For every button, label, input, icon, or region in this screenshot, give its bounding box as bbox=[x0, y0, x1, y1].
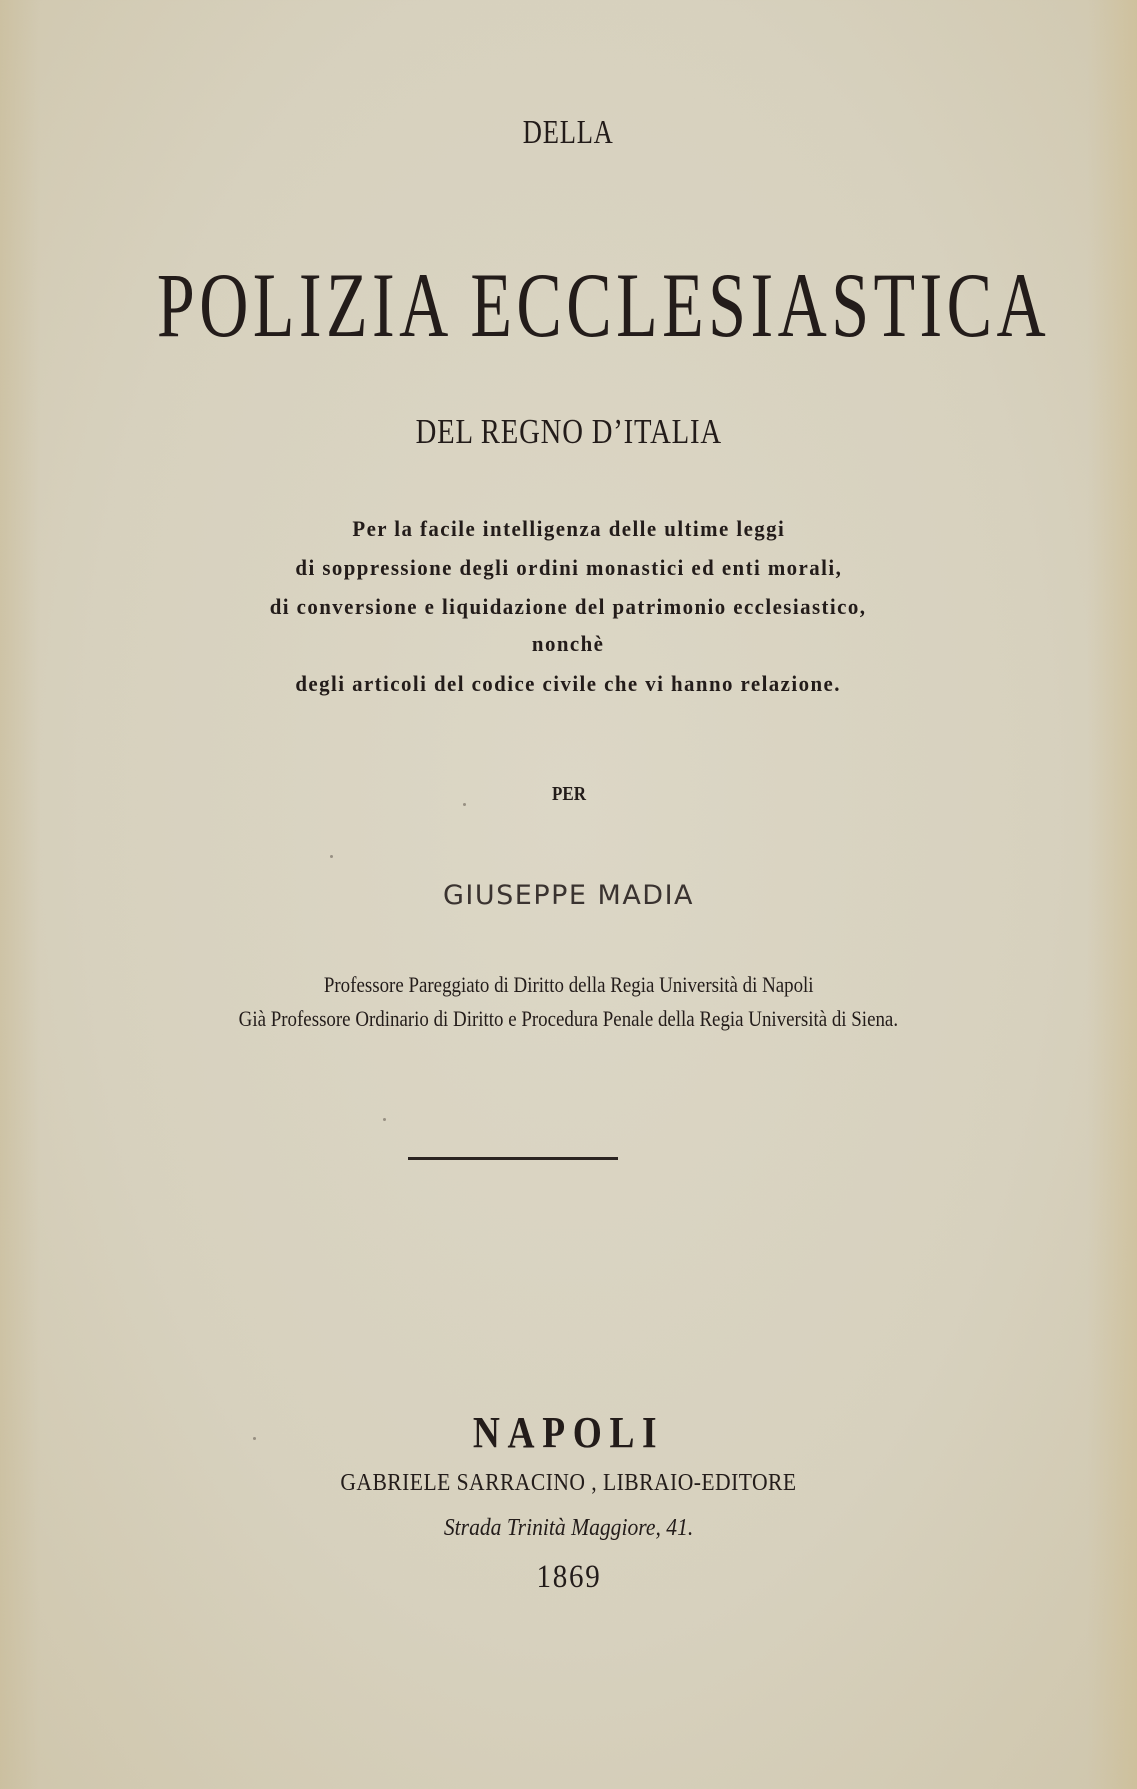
affiliation-line-2: Già Professore Ordinario di Diritto e Procedura Penale della Regia Università di Siena. bbox=[238, 1006, 899, 1031]
imprint-city: NAPOLI bbox=[472, 1408, 665, 1457]
paper-speck bbox=[330, 855, 333, 858]
description-line-3: di conversione e liquidazione del patrimonio ecclesiastico, bbox=[270, 594, 867, 619]
pre-title: DELLA bbox=[523, 114, 614, 151]
paper-speck bbox=[253, 1437, 256, 1440]
description-line-4: nonchè bbox=[532, 631, 605, 656]
by-label: PER bbox=[551, 783, 586, 805]
imprint-publisher: GABRIELE SARRACINO , LIBRAIO-EDITORE bbox=[340, 1470, 797, 1496]
description-line-2: di soppressione degli ordini monastici ed enti morali, bbox=[295, 555, 842, 580]
divider-rule bbox=[408, 1157, 618, 1160]
imprint-year: 1869 bbox=[535, 1559, 602, 1595]
main-title: POLIZIA ECCLESIASTICA bbox=[156, 254, 1051, 356]
author-name: GIUSEPPE MADIA bbox=[442, 880, 695, 911]
paper-speck bbox=[383, 1118, 386, 1121]
affiliation-line-1: Professore Pareggiato di Diritto della Regia Università di Napoli bbox=[323, 972, 814, 997]
description-line-5: degli articoli del codice civile che vi hanno relazione. bbox=[295, 671, 842, 696]
imprint-address: Strada Trinità Maggiore, 41. bbox=[443, 1515, 694, 1541]
description-line-1: Per la facile intelligenza delle ultime leggi bbox=[352, 516, 785, 541]
subtitle: DEL REGNO D’ITALIA bbox=[415, 412, 722, 451]
paper-speck bbox=[463, 803, 466, 806]
